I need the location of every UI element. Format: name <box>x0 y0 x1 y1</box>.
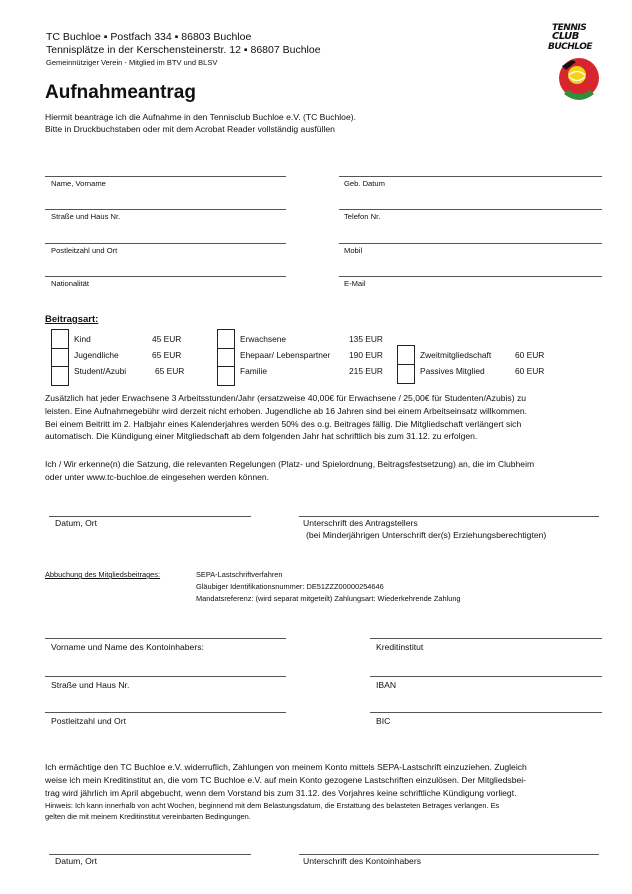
holder-zip-label: Postleitzahl und Ort <box>51 716 126 726</box>
terms-paragraph <box>45 392 605 443</box>
intro-line-2: Bitte in Druckbuchstaben oder mit dem Acrobat Reader vollständig ausfüllen <box>45 124 335 134</box>
date-place-field-1[interactable] <box>49 516 251 517</box>
mobile-field[interactable] <box>339 243 602 244</box>
logo-word-buchloe: BUCHLOE <box>548 42 593 52</box>
debit-creditor-id: Gläubiger Identifikationsnummer: DE51ZZZ00000254646 <box>196 582 384 591</box>
applicant-signature-label: Unterschrift des Antragstellers <box>303 518 418 528</box>
checkbox-familie[interactable] <box>217 366 235 386</box>
fee-price-kind: 45 EUR <box>152 334 182 344</box>
street-field[interactable] <box>45 209 286 210</box>
fee-price-passiv: 60 EUR <box>515 366 545 376</box>
checkbox-erwachsene[interactable] <box>217 329 235 349</box>
mandate-line-3: trag wird jährlich im April abgebucht, wenn dem Vorstand bis zum 31.12. des Vorjahres keine schriftliche Kündigung vorliegt. <box>45 787 517 798</box>
street-label: Straße und Haus Nr. <box>51 212 121 221</box>
holder-signature-field[interactable] <box>299 854 599 855</box>
fee-label-kind: Kind <box>74 334 91 344</box>
birthdate-field[interactable] <box>339 176 602 177</box>
date-place-field-2[interactable] <box>49 854 251 855</box>
mandate-line-2: weise ich mein Kreditinstitut an, die vom TC Buchloe e.V. auf mein Konto gezogene Lastschriften einzulösen. Der Mitgliedsbei- <box>45 774 527 785</box>
mandate-hint-2: gelten die mit meinem Kreditinstitut vereinbarten Bedingungen. <box>45 812 251 821</box>
account-holder-field[interactable] <box>45 638 286 639</box>
header-association: Gemeinnütziger Verein - Mitglied im BTV und BLSV <box>46 58 218 67</box>
debit-heading: Abbuchung des Mitgliedsbeitrages: <box>45 570 161 579</box>
fee-type-heading: Beitragsart: <box>45 314 99 325</box>
terms-line-1: Zusätzlich hat jeder Erwachsene 3 Arbeitsstunden/Jahr (ersatzweise 40,00€ für Erwachsene / 25,00€ für Studenten/Azubis) zu <box>45 393 527 403</box>
mandate-paragraph <box>45 761 605 799</box>
header-courts: Tennisplätze in der Kerschensteinerstr. 12 ▪ 86807 Buchloe <box>46 44 321 56</box>
iban-label: IBAN <box>376 680 397 690</box>
bank-institute-field[interactable] <box>370 638 602 639</box>
fee-label-erwachsene: Erwachsene <box>240 334 287 344</box>
email-field[interactable] <box>339 276 602 277</box>
zip-city-field[interactable] <box>45 243 286 244</box>
bic-label: BIC <box>376 716 391 726</box>
applicant-signature-field[interactable] <box>299 516 599 517</box>
applicant-signature-note: (bei Minderjährigen Unterschrift der(s) Erziehungsberechtigten) <box>306 530 547 540</box>
birthdate-label: Geb. Datum <box>344 179 385 188</box>
holder-street-label: Straße und Haus Nr. <box>51 680 130 690</box>
nationality-field[interactable] <box>45 276 286 277</box>
fee-price-zweit: 60 EUR <box>515 350 545 360</box>
statutes-paragraph <box>45 458 605 484</box>
iban-field[interactable] <box>370 676 602 677</box>
club-logo <box>546 24 602 102</box>
phone-label: Telefon Nr. <box>344 212 381 221</box>
name-field[interactable] <box>45 176 286 177</box>
fee-label-ehepaar: Ehepaar/ Lebenspartner <box>240 350 331 360</box>
zip-city-label: Postleitzahl und Ort <box>51 246 118 255</box>
statutes-line-1: Ich / Wir erkenne(n) die Satzung, die relevanten Regelungen (Platz- und Spielordnung, Beitragsfestsetzung) an, die im Clubheim <box>45 459 535 469</box>
checkbox-jugendliche[interactable] <box>51 348 69 368</box>
logo-word-club: CLUB <box>552 31 579 42</box>
terms-line-4: automatisch. Die Kündigung einer Mitgliedschaft ab dem folgenden Jahr hat schriftlich bis zum 31.12. zu erfolgen. <box>45 431 478 442</box>
phone-field[interactable] <box>339 209 602 210</box>
statutes-line-2: oder unter www.tc-buchloe.de eingesehen werden können. <box>45 471 270 482</box>
fee-price-jugendliche: 65 EUR <box>152 350 182 360</box>
fee-label-zweit: Zweitmitgliedschaft <box>420 350 492 360</box>
holder-signature-label: Unterschrift des Kontoinhabers <box>303 856 421 866</box>
intro-line-1: Hiermit beantrage ich die Aufnahme in den Tennisclub Buchloe e.V. (TC Buchloe). <box>45 112 356 122</box>
mandate-line-1: Ich ermächtige den TC Buchloe e.V. widerruflich, Zahlungen von meinem Konto mittels SEPA-Lastschrift einzuziehen. Zugleich <box>45 762 527 772</box>
date-place-label-2: Datum, Ort <box>55 856 98 866</box>
mobile-label: Mobil <box>344 246 363 255</box>
fee-price-student: 65 EUR <box>155 366 185 376</box>
debit-mandate-ref: Mandatsreferenz: (wird separat mitgeteilt) Zahlungsart: Wiederkehrende Zahlung <box>196 594 461 603</box>
nationality-label: Nationalität <box>51 279 89 288</box>
account-holder-label: Vorname und Name des Kontoinhabers: <box>51 642 204 652</box>
holder-street-field[interactable] <box>45 676 286 677</box>
fee-label-student: Student/Azubi <box>74 366 127 376</box>
fee-label-passiv: Passives Mitglied <box>420 366 485 376</box>
debit-method: SEPA-Lastschriftverfahren <box>196 570 283 579</box>
fee-price-ehepaar: 190 EUR <box>349 350 383 360</box>
terms-line-2: leisten. Eine Aufnahmegebühr wird derzeit nicht erhoben. Jugendliche ab 16 Jahren sind bei einem Arbeitseinsatz willkommen. <box>45 405 528 416</box>
header-address: TC Buchloe ▪ Postfach 334 ▪ 86803 Buchloe <box>46 31 252 43</box>
mandate-hint-1: Hinweis: Ich kann innerhalb von acht Wochen, beginnend mit dem Belastungsdatum, die Erstattung des belasteten Betrages verlangen. Es <box>45 801 500 810</box>
page-title: Aufnahmeantrag <box>45 82 196 103</box>
name-label: Name, Vorname <box>51 179 106 188</box>
fee-price-erwachsene: 135 EUR <box>349 334 383 344</box>
fee-label-jugendliche: Jugendliche <box>74 350 119 360</box>
checkbox-kind[interactable] <box>51 329 69 349</box>
email-label: E-Mail <box>344 279 366 288</box>
checkbox-ehepaar[interactable] <box>217 348 235 368</box>
logo-word-tennis: TENNIS <box>552 23 587 33</box>
checkbox-student[interactable] <box>51 366 69 386</box>
checkbox-zweitmitgliedschaft[interactable] <box>397 345 415 365</box>
fee-label-familie: Familie <box>240 366 267 376</box>
checkbox-passiv[interactable] <box>397 364 415 384</box>
holder-zip-field[interactable] <box>45 712 286 713</box>
bank-institute-label: Kreditinstitut <box>376 642 424 652</box>
fee-price-familie: 215 EUR <box>349 366 383 376</box>
terms-line-3: Bei einem Beitritt im 2. Halbjahr eines Kalenderjahres werden 50% des o.g. Beitrages fällig. Die Mitgliedschaft verlängert sich <box>45 418 522 429</box>
date-place-label-1: Datum, Ort <box>55 518 98 528</box>
logo-emblem-icon <box>556 56 602 104</box>
bic-field[interactable] <box>370 712 602 713</box>
